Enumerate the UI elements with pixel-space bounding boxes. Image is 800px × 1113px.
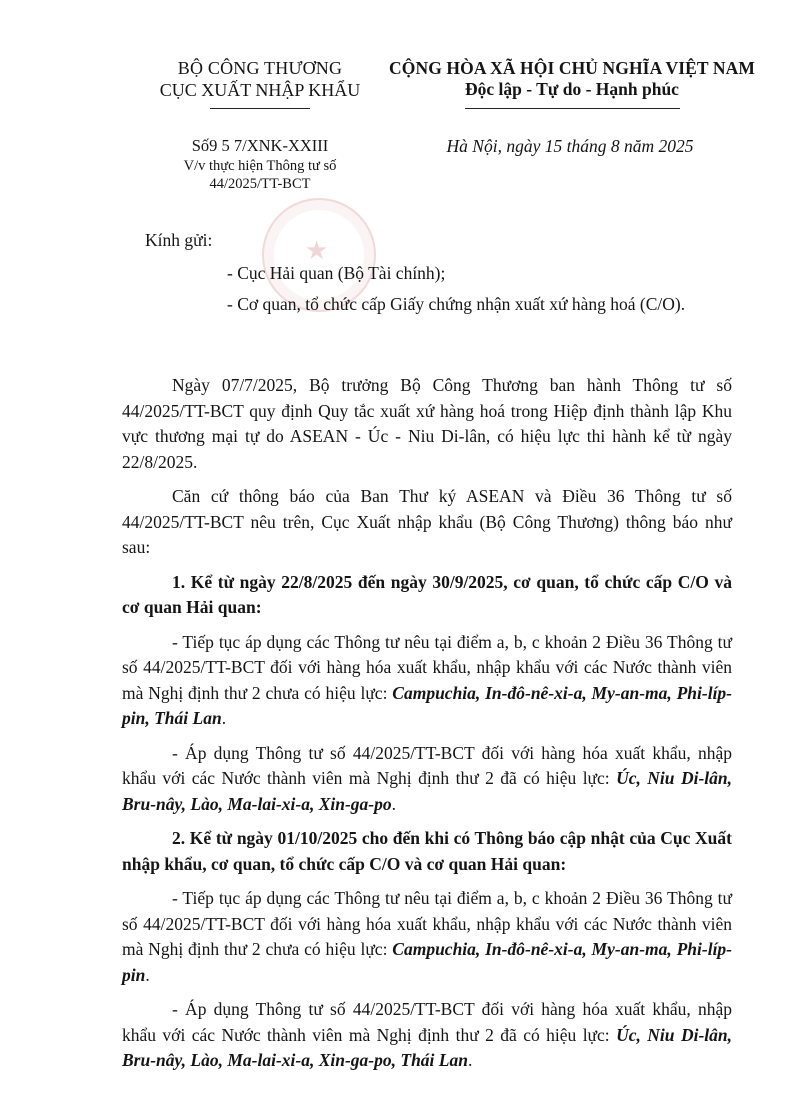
document-number: Số9 5 7/XNK-XXIII — [191, 136, 329, 155]
item-end: . — [467, 1050, 473, 1070]
country-list: Campuchia, In-đô-nê-xi-a, My-an-ma, Phi-líp-pin — [122, 939, 733, 985]
recipient-item: - Cục Hải quan (Bộ Tài chính); — [227, 263, 446, 283]
section-2-item-a — [122, 886, 732, 988]
item-end: . — [221, 708, 227, 728]
country-name: CỘNG HÒA XÃ HỘI CHỦ NGHĨA VIỆT NAM — [389, 58, 755, 78]
section-1-item-b — [122, 741, 732, 818]
national-motto: Độc lập - Tự do - Hạnh phúc — [465, 79, 679, 100]
item-end: . — [391, 793, 397, 814]
item-end: . — [145, 964, 150, 985]
section-2-item-b — [122, 997, 732, 1074]
item-text: - Tiếp tục áp dụng các Thông tư nêu tại điểm a, b, c khoản 2 Điều 36 Thông tư số 44/2025/TT-BCT đối với hàng hóa xuất khẩu, nhập khẩu với các Nước thành viên mà Nghị định thư 2 chưa có hiệu lực: — [122, 888, 732, 959]
item-text: - Tiếp tục áp dụng các Thông tư nêu tại điểm a, b, c khoản 2 Điều 36 Thông tư số 44/2025/TT-BCT đối với hàng hóa xuất khẩu, nhập khẩu với các Nước thành viên mà Nghị định thư 2 chưa có hiệu lực: — [122, 631, 732, 703]
recipient-item: - Cơ quan, tổ chức cấp Giấy chứng nhận xuất xứ hàng hoá (C/O). — [227, 294, 686, 314]
item-text: - Áp dụng Thông tư số 44/2025/TT-BCT đối với hàng hóa xuất khẩu, nhập khẩu với các Nước thành viên mà Nghị định thư 2 đã có hiệu lực: — [122, 999, 732, 1045]
country-list: Úc, Niu Di-lân, Bru-nây, Lào, Ma-lai-xi-a, Xin-ga-po — [122, 768, 732, 814]
issuer-underline — [210, 108, 310, 109]
subject-line-1: V/v thực hiện Thông tư số — [183, 157, 337, 174]
section-2-heading: 2. Kể từ ngày 01/10/2025 cho đến khi có Thông báo cập nhật của Cục Xuất nhập khẩu, cơ quan, tổ chức cấp C/O và cơ quan Hải quan: — [122, 828, 732, 874]
section-1-heading: 1. Kể từ ngày 22/8/2025 đến ngày 30/9/2025, cơ quan, tổ chức cấp C/O và cơ quan Hải quan: — [122, 571, 732, 617]
recipients-block — [145, 230, 745, 325]
national-heading — [372, 58, 772, 109]
motto-underline — [465, 108, 680, 109]
item-text: - Áp dụng Thông tư số 44/2025/TT-BCT đối với hàng hóa xuất khẩu, nhập khẩu với các Nước thành viên mà Nghị định thư 2 đã có hiệu lực: — [122, 742, 732, 788]
paragraph-intro: Ngày 07/7/2025, Bộ trưởng Bộ Công Thương ban hành Thông tư số 44/2025/TT-BCT quy định Quy tắc xuất xứ hàng hoá trong Hiệp định thành lập Khu vực thương mại tự do ASEAN - Úc - Niu Di-lân, có hiệu lực thi hành kể từ ngày 22/8/2025. — [122, 375, 732, 472]
country-list: Campuchia, In-đô-nê-xi-a, My-an-ma, Phi-líp-pin, Thái Lan — [122, 682, 733, 728]
issuer-block — [150, 58, 370, 109]
paragraph-basis: Căn cứ thông báo của Ban Thư ký ASEAN và Điều 36 Thông tư số 44/2025/TT-BCT nêu trên, Cục Xuất nhập khẩu (Bộ Công Thương) thông báo như sau: — [122, 486, 732, 557]
document-body — [122, 373, 732, 1083]
subject-line-2: 44/2025/TT-BCT — [209, 175, 311, 192]
agency-name: CỤC XUẤT NHẬP KHẨU — [159, 79, 361, 100]
date-place: Hà Nội, ngày 15 tháng 8 năm 2025 — [446, 136, 694, 156]
document-reference — [150, 136, 370, 193]
salutation: Kính gửi: — [145, 230, 213, 250]
country-list: Úc, Niu Di-lân, Bru-nây, Lào, Ma-lai-xi-a, Xin-ga-po, Thái Lan — [122, 1024, 732, 1070]
section-1-item-a — [122, 630, 732, 732]
ministry-name: BỘ CÔNG THƯƠNG — [177, 58, 343, 78]
